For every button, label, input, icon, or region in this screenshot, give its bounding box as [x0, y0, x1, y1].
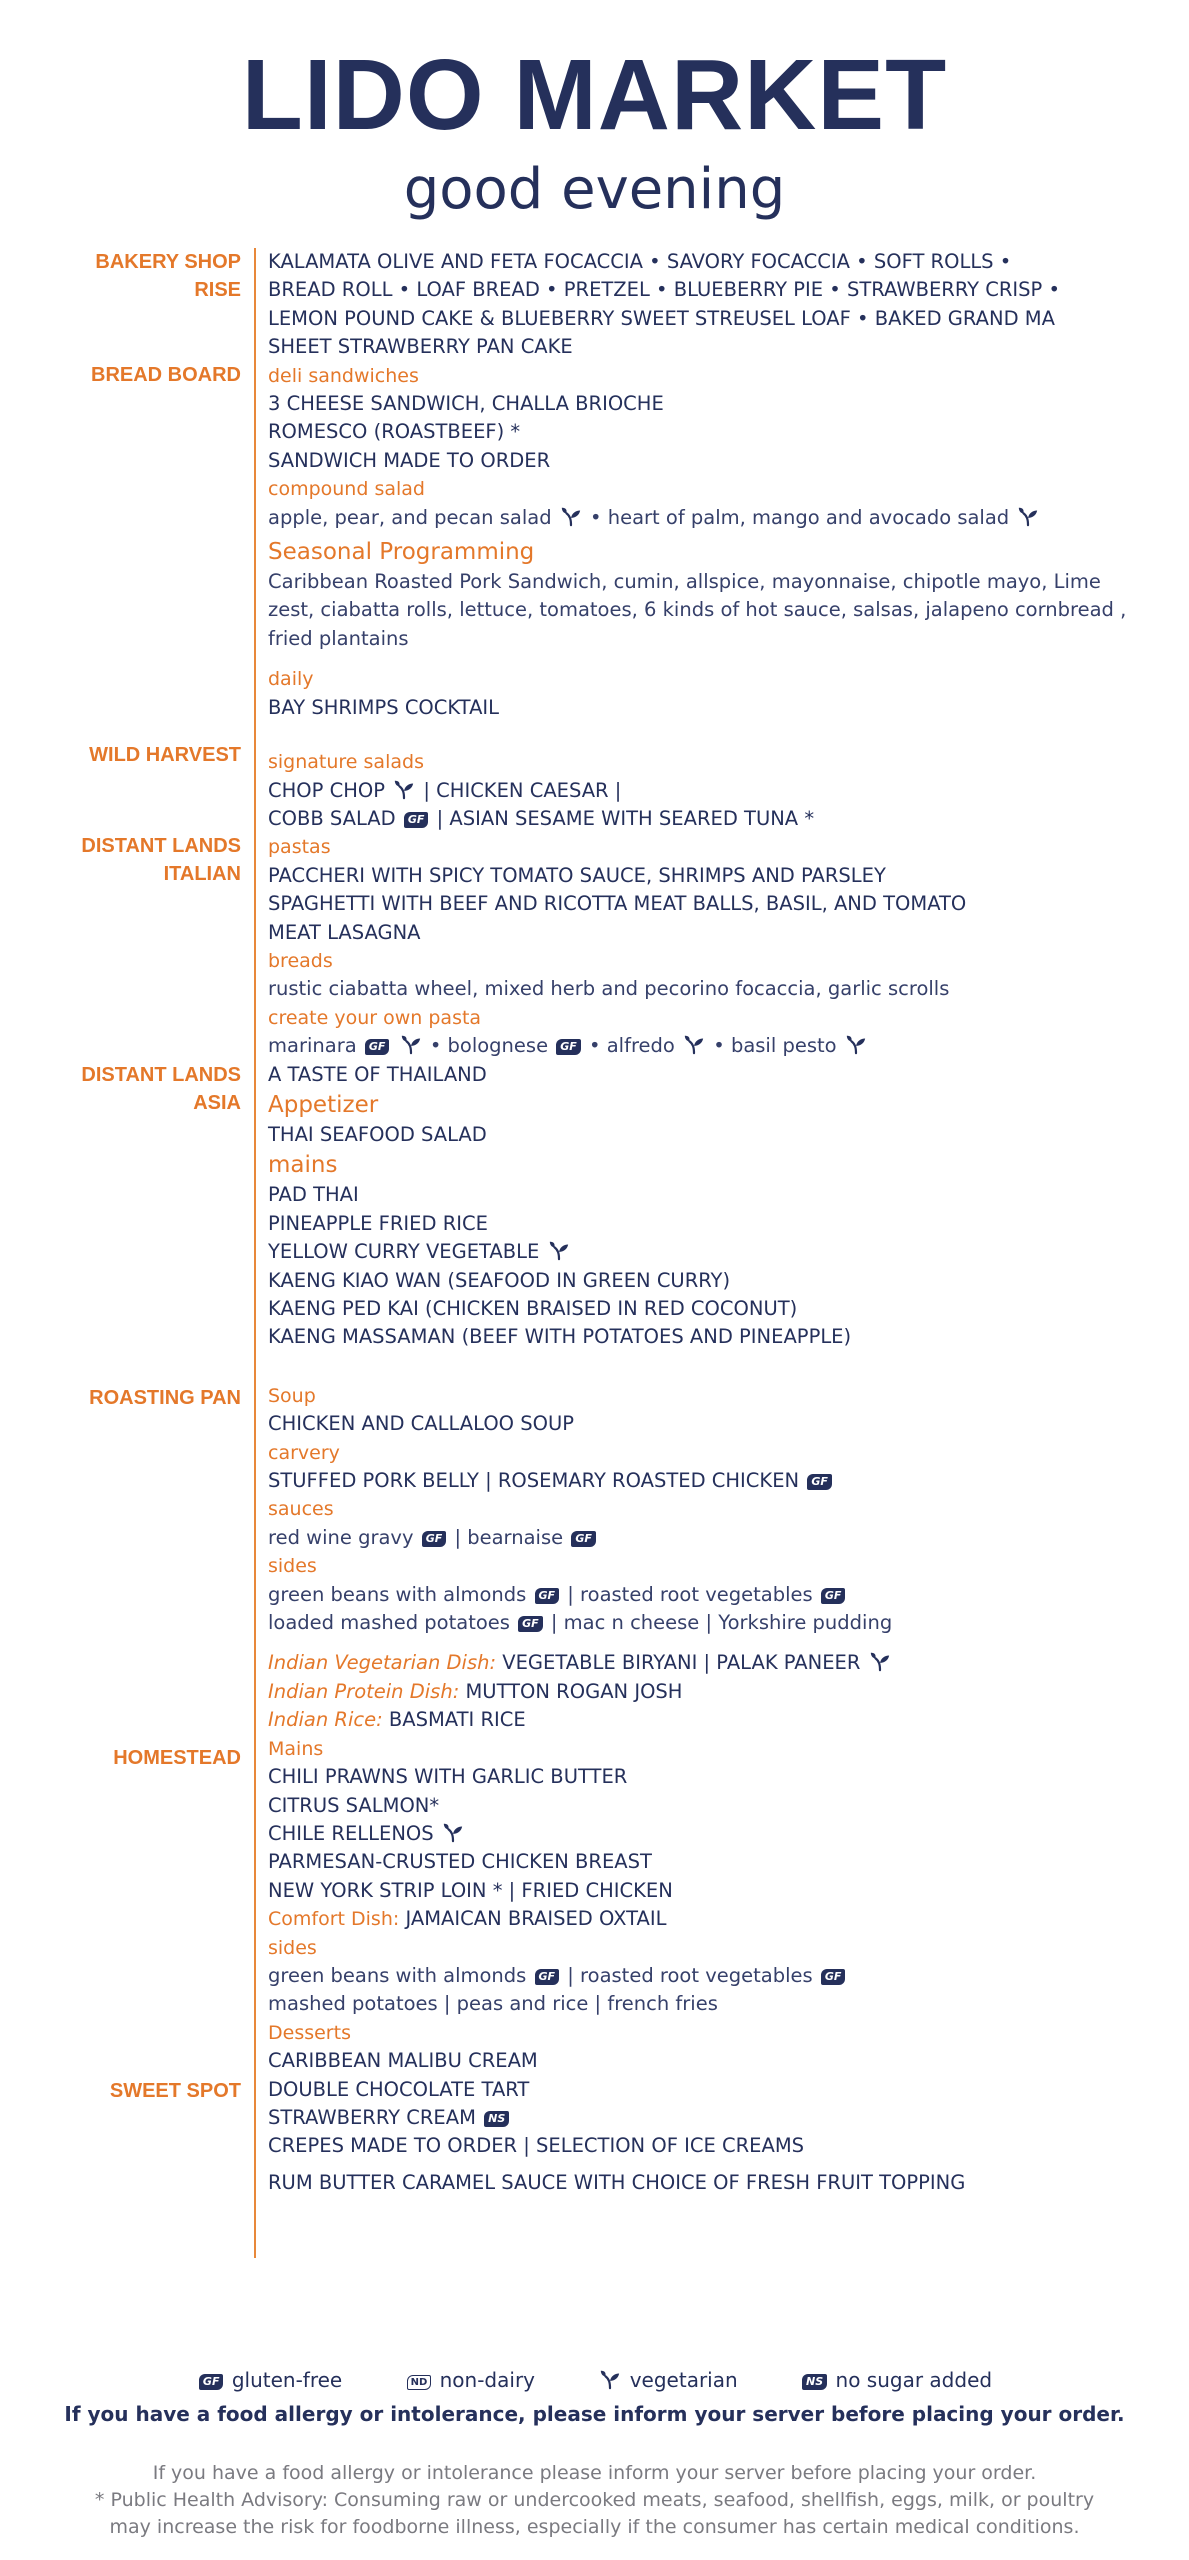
- menu-line: [268, 1581, 1168, 1609]
- dish-name: STUFFED PORK BELLY | ROSEMARY ROASTED CHICKEN: [268, 1469, 800, 1493]
- no-sugar-added-icon: NS: [484, 2111, 509, 2127]
- dish-name: | bearnaise: [454, 1525, 564, 1549]
- subsection-title: Desserts: [268, 2021, 351, 2044]
- menu-line: [268, 1467, 1168, 1495]
- menu-line: PARMESAN-CRUSTED CHICKEN BREAST: [268, 1850, 652, 1874]
- menu-line: PINEAPPLE FRIED RICE: [268, 1211, 488, 1235]
- menu-line: CREPES MADE TO ORDER | SELECTION OF ICE CREAMS: [268, 2134, 805, 2158]
- seasonal-description: Caribbean Roasted Pork Sandwich, cumin, allspice, mayonnaise, chipotle mayo, Lime zest, ciabatta rolls, lettuce, tomatoes, 6 kinds of hot sauce, salsas, jalapeno cornbread , fried plantains: [268, 570, 1127, 650]
- menu-line: [268, 1238, 1168, 1266]
- category-label: DISTANT LANDS: [81, 835, 241, 857]
- legend-gluten-free: [197, 2368, 349, 2392]
- legend-label: non-dairy: [439, 2368, 535, 2392]
- subsection-title: pastas: [268, 836, 331, 859]
- bakery-items: [268, 248, 1168, 362]
- subsection-title: sides: [268, 1555, 317, 1578]
- vegetarian-icon: [400, 1033, 422, 1055]
- menu-line: SANDWICH MADE TO ORDER: [268, 448, 551, 472]
- dish-name: apple, pear, and pecan salad: [268, 505, 552, 529]
- dish-name: MUTTON ROGAN JOSH: [465, 1679, 683, 1703]
- no-sugar-added-icon: NS: [802, 2374, 827, 2390]
- gluten-free-icon: GF: [556, 1039, 581, 1055]
- menu-line: KALAMATA OLIVE AND FETA FOCACCIA • SAVORY FOCACCIA • SOFT ROLLS •: [268, 250, 1012, 273]
- menu-line: PACCHERI WITH SPICY TOMATO SAUCE, SHRIMPS AND PARSLEY: [268, 863, 886, 887]
- menu-line: [268, 1678, 1168, 1706]
- subsection-title: compound salad: [268, 478, 425, 501]
- category-bread-board: BREAD BOARD: [91, 364, 241, 386]
- vegetarian-icon: [548, 1239, 570, 1261]
- dish-name: | CHICKEN CAESAR |: [423, 778, 622, 802]
- legend-no-sugar-added: [800, 2368, 992, 2392]
- subsection-title: breads: [268, 949, 333, 972]
- gluten-free-icon: GF: [571, 1531, 596, 1547]
- subsection-title: Mains: [268, 1737, 324, 1760]
- gluten-free-icon: GF: [535, 1969, 560, 1985]
- subsection-title: create your own pasta: [268, 1006, 482, 1029]
- bread-board-items: [268, 362, 1168, 722]
- menu-line: RUM BUTTER CARAMEL SAUCE WITH CHOICE OF FRESH FRUIT TOPPING: [268, 2170, 966, 2194]
- menu-line: [268, 1032, 1168, 1060]
- subsection-title: signature salads: [268, 751, 424, 774]
- menu-line: ROMESCO (ROASTBEEF) *: [268, 420, 521, 444]
- category-homestead: HOMESTEAD: [113, 1747, 241, 1769]
- dish-name: red wine gravy: [268, 1525, 414, 1549]
- gluten-free-icon: GF: [404, 812, 429, 828]
- dish-name: COBB SALAD: [268, 806, 396, 830]
- menu-line: BREAD ROLL • LOAF BREAD • PRETZEL • BLUEBERRY PIE • STRAWBERRY CRISP •: [268, 278, 1061, 302]
- category-bakery-shop: [0, 248, 241, 304]
- dish-label: Indian Rice:: [268, 1708, 383, 1732]
- category-sweet-spot: SWEET SPOT: [109, 2080, 241, 2102]
- dish-name: CHOP CHOP: [268, 778, 385, 802]
- category-label: ASIA: [193, 1092, 241, 1114]
- menu-line: [268, 504, 1168, 532]
- asia-items: [268, 1061, 1168, 1352]
- gluten-free-icon: GF: [535, 1588, 560, 1604]
- dish-name: • bolognese: [429, 1034, 549, 1058]
- vegetarian-icon: [442, 1821, 464, 1843]
- subsection-title: Seasonal Programming: [268, 539, 535, 566]
- menu-line: KAENG MASSAMAN (BEEF WITH POTATOES AND PINEAPPLE): [268, 1325, 852, 1349]
- dish-name: YELLOW CURRY VEGETABLE: [268, 1240, 540, 1264]
- menu-line: [268, 805, 1168, 833]
- menu-line: CHILI PRAWNS WITH GARLIC BUTTER: [268, 1765, 628, 1789]
- dish-name: CHILE RELLENOS: [268, 1821, 434, 1845]
- footer-line: If you have a food allergy or intolerance please inform your server before placing your order.: [152, 2462, 1037, 2484]
- legend-vegetarian: [597, 2368, 744, 2392]
- dish-name: BASMATI RICE: [388, 1708, 526, 1732]
- dish-name: STRAWBERRY CREAM: [268, 2105, 476, 2129]
- vegetarian-icon: [599, 2368, 621, 2390]
- subsection-title: sauces: [268, 1498, 334, 1521]
- menu-line: DOUBLE CHOCOLATE TART: [268, 2077, 530, 2101]
- vegetarian-icon: [560, 505, 582, 527]
- legend-label: no sugar added: [835, 2368, 993, 2392]
- dish-name: JAMAICAN BRAISED OXTAIL: [405, 1907, 667, 1931]
- subsection-title: sides: [268, 1936, 317, 1959]
- category-label: BAKERY SHOP: [95, 251, 241, 273]
- menu-line: SHEET STRAWBERRY PAN CAKE: [268, 335, 573, 359]
- subsection-title: daily: [268, 668, 314, 691]
- menu-line: BAY SHRIMPS COCKTAIL: [268, 695, 500, 719]
- category-distant-italian: [0, 832, 241, 888]
- menu-line: [268, 1649, 1168, 1677]
- vegetarian-icon: [683, 1033, 705, 1055]
- menu-line: CITRUS SALMON*: [268, 1793, 440, 1817]
- menu-line: [268, 1524, 1168, 1552]
- non-dairy-icon: ND: [407, 2375, 432, 2390]
- allergy-notice: If you have a food allergy or intolerance, please inform your server before placing your order.: [64, 2402, 1125, 2426]
- separator: •: [590, 505, 602, 529]
- menu-line: THAI SEAFOOD SALAD: [268, 1122, 487, 1146]
- gluten-free-icon: GF: [365, 1039, 390, 1055]
- legend-non-dairy: [405, 2368, 542, 2392]
- menu-line: rustic ciabatta wheel, mixed herb and pecorino focaccia, garlic scrolls: [268, 977, 950, 1001]
- wild-harvest-items: [268, 748, 1168, 833]
- dish-name: | mac n cheese | Yorkshire pudding: [550, 1611, 893, 1635]
- roasting-pan-items: [268, 1382, 1168, 1735]
- footer-line: * Public Health Advisory: Consuming raw or undercooked meats, seafood, shellfish, eggs, milk, or poultry: [94, 2489, 1095, 2511]
- dish-label: Comfort Dish:: [268, 1908, 400, 1931]
- menu-line: LEMON POUND CAKE & BLUEBERRY SWEET STREUSEL LOAF • BAKED GRAND MA: [268, 306, 1055, 330]
- dietary-legend: [0, 2368, 1189, 2392]
- dish-name: | roasted root vegetables: [567, 1582, 813, 1606]
- dish-name: | roasted root vegetables: [567, 1963, 813, 1987]
- dish-label: Indian Protein Dish:: [268, 1679, 460, 1703]
- menu-line: [268, 1820, 1168, 1848]
- menu-line: CARIBBEAN MALIBU CREAM: [268, 2049, 538, 2073]
- menu-line: CHICKEN AND CALLALOO SOUP: [268, 1412, 574, 1436]
- menu-line: [268, 1609, 1168, 1637]
- subsection-title: Soup: [268, 1384, 316, 1407]
- subsection-title: deli sandwiches: [268, 364, 419, 387]
- dish-name: | ASIAN SESAME WITH SEARED TUNA *: [436, 806, 815, 830]
- category-label: DISTANT LANDS: [81, 1064, 241, 1086]
- dish-name: marinara: [268, 1034, 357, 1058]
- category-label: ITALIAN: [163, 863, 241, 885]
- page-subtitle: good evening: [403, 157, 786, 222]
- subsection-title: mains: [268, 1152, 338, 1179]
- menu-line: KAENG KIAO WAN (SEAFOOD IN GREEN CURRY): [268, 1268, 731, 1292]
- category-roasting-pan: ROASTING PAN: [89, 1387, 241, 1409]
- dish-name: heart of palm, mango and avocado salad: [607, 505, 1010, 529]
- menu-content: [268, 248, 1168, 2197]
- gluten-free-icon: GF: [518, 1616, 543, 1632]
- vegetarian-icon: [869, 1650, 891, 1672]
- page-title: LIDO MARKET: [241, 39, 948, 151]
- category-distant-asia: [0, 1061, 241, 1117]
- menu-line: PAD THAI: [268, 1183, 359, 1207]
- menu-line: A TASTE OF THAILAND: [268, 1062, 487, 1086]
- menu-line: 3 CHEESE SANDWICH, CHALLA BRIOCHE: [268, 392, 664, 416]
- subsection-title: carvery: [268, 1441, 340, 1464]
- dish-name: green beans with almonds: [268, 1963, 527, 1987]
- menu-line: NEW YORK STRIP LOIN * | FRIED CHICKEN: [268, 1878, 673, 1902]
- vegetarian-icon: [845, 1033, 867, 1055]
- italian-items: [268, 833, 1168, 1060]
- section-divider: [254, 248, 256, 2258]
- dish-name: • basil pesto: [713, 1034, 837, 1058]
- homestead-items: [268, 1735, 1168, 2019]
- gluten-free-icon: GF: [821, 1969, 846, 1985]
- dish-name: • alfredo: [589, 1034, 675, 1058]
- menu-line: MEAT LASAGNA: [268, 920, 421, 944]
- menu-line: mashed potatoes | peas and rice | french fries: [268, 1992, 718, 2016]
- dish-name: green beans with almonds: [268, 1582, 527, 1606]
- sweet-spot-items: [268, 2019, 1168, 2197]
- vegetarian-icon: [1017, 505, 1039, 527]
- gluten-free-icon: GF: [199, 2374, 224, 2390]
- footer-disclaimer: [0, 2460, 1189, 2541]
- menu-line: [268, 1962, 1168, 1990]
- dish-label: Indian Vegetarian Dish:: [268, 1651, 497, 1675]
- gluten-free-icon: GF: [821, 1588, 846, 1604]
- category-wild-harvest: WILD HARVEST: [89, 744, 241, 766]
- menu-line: [268, 1706, 1168, 1734]
- dish-name: loaded mashed potatoes: [268, 1611, 510, 1635]
- footer-line: may increase the risk for foodborne illness, especially if the consumer has certain medical conditions.: [109, 2516, 1080, 2538]
- subsection-title: Appetizer: [268, 1091, 379, 1118]
- category-label: RISE: [194, 279, 241, 301]
- menu-line: [268, 1905, 1168, 1933]
- menu-line: KAENG PED KAI (CHICKEN BRAISED IN RED COCONUT): [268, 1297, 798, 1320]
- gluten-free-icon: GF: [807, 1474, 832, 1490]
- gluten-free-icon: GF: [422, 1531, 447, 1547]
- menu-line: SPAGHETTI WITH BEEF AND RICOTTA MEAT BALLS, BASIL, AND TOMATO: [268, 892, 967, 916]
- dish-name: VEGETABLE BIRYANI | PALAK PANEER: [502, 1651, 861, 1675]
- legend-label: vegetarian: [629, 2368, 738, 2392]
- vegetarian-icon: [393, 778, 415, 800]
- menu-line: [268, 777, 1168, 805]
- menu-line: [268, 2104, 1168, 2132]
- legend-label: gluten-free: [231, 2368, 343, 2392]
